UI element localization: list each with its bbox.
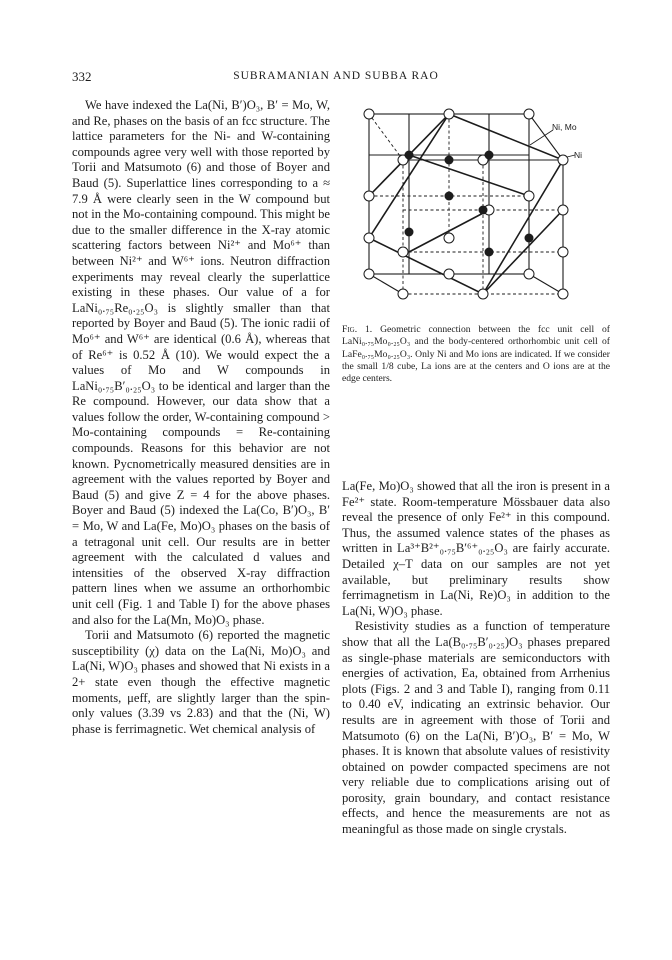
figure-unit-cell [353,100,588,318]
paragraph-indexing: We have indexed the La(Ni, B′)O₃, B′ = Mo, W, and Re, phases on the basis of an fcc structure. The lattice parameters for the Ni- and W-containing compounds agree very well with those reported by Torii and Matsumoto (6) and those of Boyer and Baud (5). Superlattice lines corresponding to a ≈ 7.9 Å were clearly seen in the W compound but not in the Mo-containing compound. This might be due to the smaller difference in the X-ray atomic scattering factors between Ni²⁺ and Mo⁶⁺ than between Ni²⁺ and W⁶⁺ ions. Neutron diffraction experiments may reveal clearly the superlattice existing in these phases. Our value of a for LaNi₀.₇₅Re₀.₂₅O₃ is slightly smaller than that reported by Boyer and Baud (5). The ionic radii of Mo⁶⁺ and W⁶⁺ are identical (0.6 Å), whereas that of Re⁶⁺ is 0.52 Å (10). We would expect the a values of Mo and W compounds in LaNi₀.₇₅B′₀.₂₅O₃ to be identical and larger than the Re compound. However, our data show that a values follow the order, W-containing compound > Mo-containing compounds = Re-containing compounds. Reasons for this behavior are not known. Pycnometrically measured densities are in agreement with the values reported by Boyer and Baud (5) and give Z = 4 for the above phases. Boyer and Baud (5) indexed the La(Co, B′)O₃, B′ = Mo, W and La(Fe, Mo)O₃ phases on the basis of a tetragonal unit cell. Our results are in better agreement with the calculated d values and intensities of the observed X-ray diffraction pattern lines when we assume an orthorhombic unit cell (Fig. 1 and Table I) for the above phases and also for the La(Mn, Mo)O₃ phase. [72,98,330,627]
figure-caption-text: Geometric connection between the fcc unit cell of LaNi₀.₇₅Mo₀.₂₅O₃ and the body-centered orthorhombic unit cell of LaFe₀.₇₅Mo₀.₂₅O₃. Only Ni and Mo ions are indicated. If we consider the small 1/8 cube, La ions are at the centers and O ions are at the edge centers. [342,324,610,385]
running-title: SUBRAMANIAN AND SUBBA RAO [233,70,439,82]
label-ni: Ni [574,150,583,160]
page-number: 332 [72,69,92,84]
paragraph-iron-state: La(Fe, Mo)O₃ showed that all the iron is present in a Fe²⁺ state. Room-temperature Mössbauer data also reveal the presence of only Fe²⁺ in this compound. Thus, the assumed valence states of the phases as written in La³⁺B²⁺₀.₇₅B′⁶⁺₀.₂₅O₃ are fairly accurate. Detailed χ–T data on our samples are not yet available, but preliminary results show ferrimagnetism in La(Ni, Re)O₃ in addition to the La(Ni, W)O₃ phase. [342,479,610,618]
unit-cell-diagram [353,100,588,318]
figure-caption-number: Fig. 1. [342,324,373,335]
paragraph-torii: Torii and Matsumoto (6) reported the magnetic susceptibility (χ) data on the La(Ni, Mo)O₃ and La(Ni, W)O₃ phases and showed that Ni exists in a 2+ state even though the effective magnetic moments, μeff, are slightly larger than the spin-only values (3.39 vs 2.83) and that the (Ni, W) phase is ferrimagnetic. Wet chemical analysis of [72,628,330,736]
left-column [72,98,330,737]
label-ni-mo: Ni, Mo [552,122,577,132]
figure-caption [342,324,610,385]
paragraph-resistivity: Resistivity studies as a function of temperature show that all the La(B₀.₇₅B′₀.₂₅)O₃ phases prepared as single-phase materials are semiconductors with energies of activation, Ea, obtained from Arrhenius plots (Figs. 2 and 3 and Table I), ranging from 0.11 to 0.40 eV, indicating an extrinsic behavior. Our results are in agreement with those of Torii and Matsumoto (6) on the La(Ni, B′)O₃, B′ = Mo, W phases. It is known that absolute values of resistivity obtained on powder compacted specimens are not very reliable due to complications arising out of porosity, grain boundary, and contact resistance effects, and hence the measurements are not as meaningful as those made on single crystals. [342,619,610,837]
right-column [342,479,610,838]
